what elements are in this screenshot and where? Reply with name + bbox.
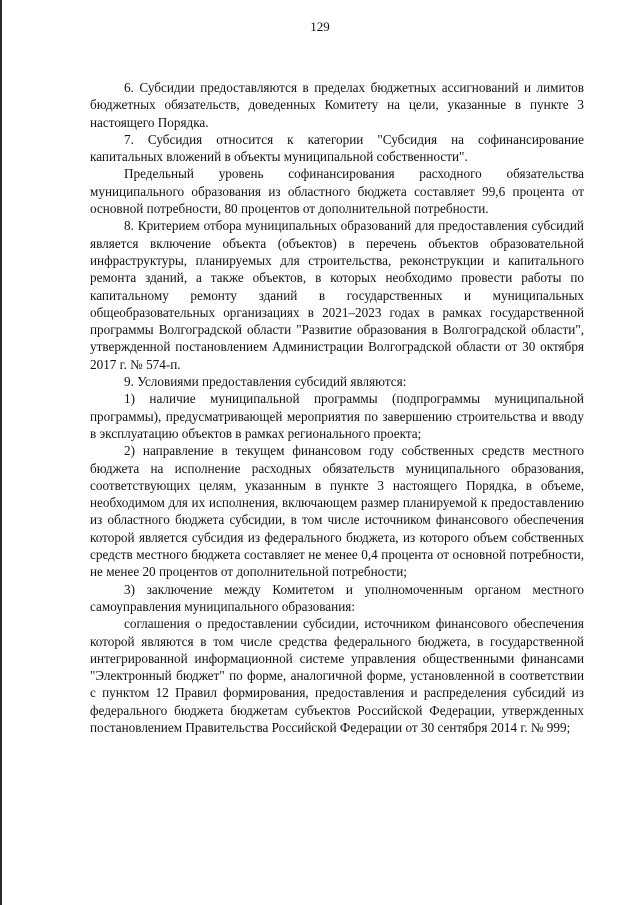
paragraph-7: 7. Субсидия относится к категории "Субсидия на софинансирование капитальных вложений в объекты муниципальной собственности". — [90, 131, 584, 165]
page-number: 129 — [310, 19, 330, 34]
page-edge-line — [0, 0, 2, 905]
condition-3: 3) заключение между Комитетом и уполномоченным органом местного самоуправления муниципального образования: — [90, 581, 584, 614]
condition-3-agreement: соглашения о предоставлении субсидии, источником финансового обеспечения которой являются в том числе средства федерального бюджета, в государственной интегрированной информационной системе управления общественными финансами "Электронный бюджет" по форме, аналогичной форме, установленной в соответствии с пунктом 12 Правил формирования, предоставления и распределения субсидий из федерального бюджета бюджетам субъектов Российской Федерации, утвержденных постановлением Правительства Российской Федерации от 30 сентября 2014 г. № 999; — [90, 616, 584, 735]
condition-1: 1) наличие муниципальной программы (подпрограммы муниципальной программы), предусматривающей мероприятия по завершению строительства и вводу в эксплуатацию объектов в рамках регионального проекта; — [90, 391, 584, 441]
paragraph-8: 8. Критерием отбора муниципальных образований для предоставления субсидий является включение объекта (объектов) в перечень объектов образовательной инфраструктуры, планируемых для строительства, реконструкции и капитального ремонта зданий, а также объектов, в которых необходимо провести работы по капитальному ремонту зданий в государственных и муниципальных общеобразовательных организациях в 2021–2023 годах в рамках государственной программы Волгоградской области "Развитие образования в Волгоградской области", утвержденной постановлением Администрации Волгоградской области от 30 октября 2017 г. № 574-п. — [90, 218, 584, 372]
paragraph-9: 9. Условиями предоставления субсидий являются: — [124, 374, 407, 390]
condition-2: 2) направление в текущем финансовом году собственных средств местного бюджета на исполнение расходных обязательств муниципального образования, соответствующих целям, указанным в пункте 3 настоящего Порядка, в объеме, необходимом для их исполнения, включающем размер планируемой к предоставлению из областного бюджета субсидии, в том числе источником финансового обеспечения которой является субсидия из федерального бюджета, из которого объем собственных средств местного бюджета составляет не менее 0,4 процента от основной потребности, не менее 20 процентов от дополнительной потребности; — [90, 443, 584, 580]
paragraph-6: 6. Субсидии предоставляются в пределах бюджетных ассигнований и лимитов бюджетных обязательств, доведенных Комитету на цели, указанные в пункте 3 настоящего Порядка. — [90, 80, 584, 130]
paragraph-7-cofinancing: Предельный уровень софинансирования расходного обязательства муниципального образования из областного бюджета составляет 99,6 процента от основной потребности, 80 процентов от дополнительной потребности. — [90, 166, 584, 217]
document-body — [90, 79, 584, 736]
